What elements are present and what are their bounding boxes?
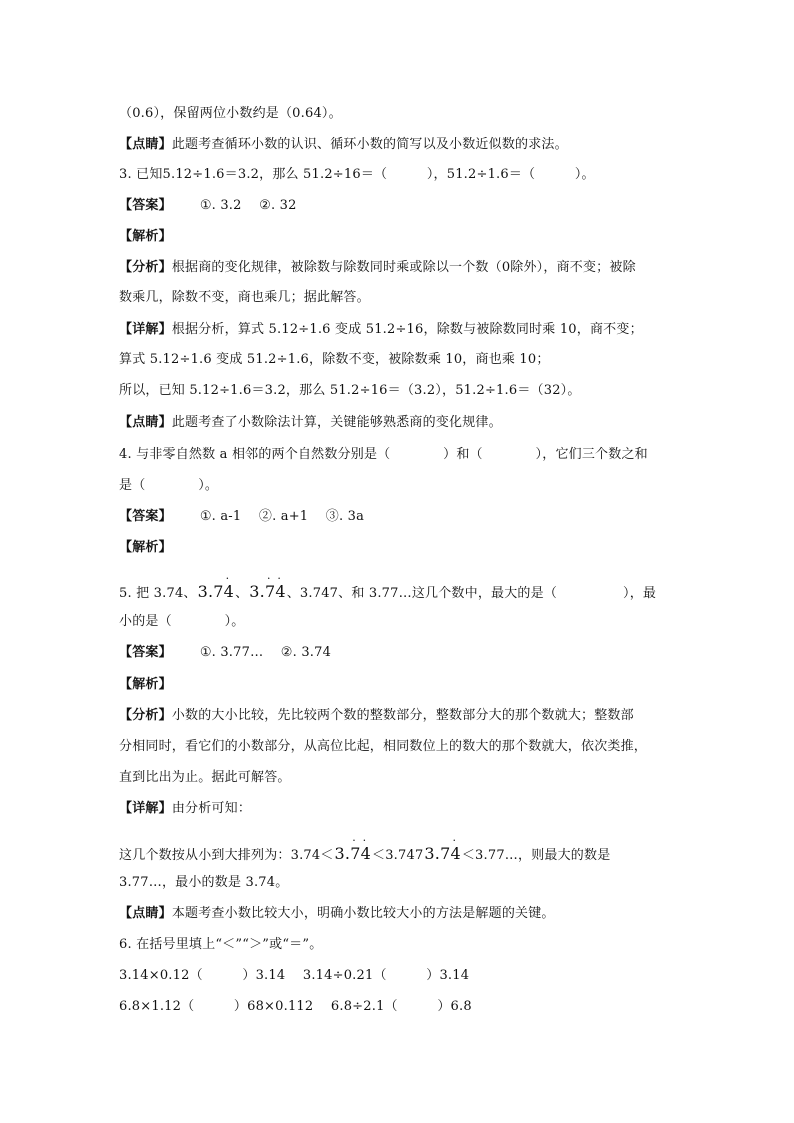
q5-order-line-2: 3.77…，最小的数是 3.74。 [119, 875, 289, 890]
xiangjie-label: 【详解】 [119, 322, 172, 337]
q5-jiexi: 【解析】 [119, 677, 172, 692]
q3-jiexi: 【解析】 [119, 229, 172, 244]
rep-int: 3. [334, 844, 351, 863]
line-rounding: （0.6），保留两位小数约是（0.64）。 [119, 106, 342, 121]
q3-fenxi-1 [119, 259, 636, 277]
rep-digit [264, 572, 276, 601]
fenxi-text: 根据商的变化规律，被除数与除数同时乘或除以一个数（0除外），商不变；被除 [171, 260, 636, 275]
rep-digit [360, 834, 371, 863]
repeat-dot: · [266, 572, 271, 585]
rep-digit [450, 834, 461, 863]
question-5-line-1 [119, 572, 657, 603]
fenxi-label: 【分析】 [119, 708, 172, 723]
q3-xiangjie-3: 所以，已知 5.12÷1.6＝3.2，那么 51.2÷16＝（3.2），51.2÷1.6＝（32）。 [119, 383, 581, 398]
dianjing-text: 此题考查循环小数的认识、循环小数的简写以及小数近似数的求法。 [171, 137, 568, 152]
q5-answer [119, 644, 331, 662]
q5-fenxi-1 [119, 707, 634, 725]
repeating-decimal-2-inline [334, 834, 371, 863]
rep-int: 3. [249, 582, 265, 601]
answer-text: ①. 3.2 ②. 32 [199, 198, 297, 213]
dianjing-text: 本题考查小数比较大小，明确小数比较大小的方法是解题的关键。 [171, 906, 555, 921]
question-5-line-2: 小的是（ ）。 [119, 614, 245, 629]
order-text-a: 这几个数按从小到大排列为：3.74＜ [119, 848, 334, 863]
order-text-b: ＜3.77…，则最大的数是 [461, 848, 611, 863]
rep-digit [275, 572, 286, 601]
line-dianjing-2 [119, 136, 568, 154]
question-6: 6. 在括号里填上“＜”“＞”或“＝”。 [119, 937, 323, 952]
question-4-line-1: 4. 与非零自然数 a 相邻的两个自然数分别是（ ）和（ ），它们三个数之和 [119, 447, 648, 462]
q5-fenxi-2: 分相同时，看它们的小数部分，从高位比起，相同数位上的数大的那个数就大，依次类推， [119, 739, 648, 754]
q4-answer [119, 508, 364, 526]
repeat-dot: · [452, 834, 457, 847]
rep-digit-text: 7 [264, 582, 276, 601]
q5-order-line [119, 834, 611, 865]
dianjing-label: 【点睛】 [119, 415, 172, 430]
q3-fenxi-2: 数乘几，除数不变，商也乘几；据此解答。 [119, 290, 370, 305]
answer-label: 【答案】 [119, 645, 172, 660]
repeat-dot: · [352, 834, 356, 847]
repeat-dot: · [225, 572, 230, 585]
repeating-decimal-2 [249, 572, 286, 601]
rep-digit-text: 4 [360, 844, 371, 863]
fenxi-text: 小数的大小比较，先比较两个数的整数部分，整数部分大的那个数就大；整数部 [171, 708, 634, 723]
xiangjie-text: 根据分析，算式 5.12÷1.6 变成 51.2÷16，除数与被除数同时乘 10，商不变； [171, 322, 643, 337]
answer-label: 【答案】 [119, 198, 172, 213]
dianjing-label: 【点睛】 [119, 906, 172, 921]
q6-row-2: 6.8×1.12（ ）68×0.112 6.8÷2.1（ ）6.8 [119, 999, 472, 1014]
answer-text: ①. 3.77… ②. 3.74 [199, 645, 332, 660]
xiangjie-text: 由分析可知： [171, 801, 252, 816]
q5-text-a: 5. 把 3.74、 [119, 586, 197, 601]
q5-dianjing [119, 905, 555, 923]
repeating-decimal-1-inline [424, 834, 461, 863]
question-4-line-2: 是（ ）。 [119, 478, 219, 493]
rep-digit-text: 4 [223, 582, 235, 601]
repeat-dot: · [362, 834, 367, 847]
rep-int: 3.7 [424, 844, 451, 863]
order-text-lt: ＜3.747 [372, 848, 424, 863]
q3-answer [119, 197, 297, 215]
answer-text: ①. a-1 ②. a+1 ③. 3a [199, 509, 365, 524]
q3-dianjing [119, 414, 502, 432]
fenxi-label: 【分析】 [119, 260, 172, 275]
rep-digit-text: 7 [350, 844, 361, 863]
q3-xiangjie-1 [119, 321, 643, 339]
repeat-dot: · [277, 572, 282, 585]
q5-fenxi-3: 直到比出为止。据此可解答。 [119, 770, 291, 785]
q5-text-b: 、3.747、和 3.77…这几个数中，最大的是（ ），最 [286, 586, 657, 601]
rep-digit [350, 834, 361, 863]
xiangjie-label: 【详解】 [119, 801, 172, 816]
q5-xiangjie-1 [119, 800, 251, 818]
rep-digit-text: 4 [275, 582, 286, 601]
q6-row-1: 3.14×0.12（ ）3.14 3.14÷0.21（ ）3.14 [119, 968, 470, 983]
q3-xiangjie-2: 算式 5.12÷1.6 变成 51.2÷1.6，除数不变，被除数乘 10，商也乘 10； [119, 352, 550, 367]
rep-digit-text: 4 [450, 844, 461, 863]
rep-digit [223, 572, 235, 601]
q4-jiexi: 【解析】 [119, 540, 172, 555]
dianjing-label: 【点睛】 [119, 137, 172, 152]
rep-int: 3.7 [197, 582, 224, 601]
q5-sep: 、 [235, 586, 249, 601]
dianjing-text: 此题考查了小数除法计算，关键能够熟悉商的变化规律。 [171, 415, 502, 430]
repeating-decimal-1 [197, 572, 235, 601]
question-3: 3. 已知5.12÷1.6＝3.2，那么 51.2÷16＝（ ），51.2÷1.6＝（ ）。 [119, 167, 595, 182]
answer-label: 【答案】 [119, 509, 172, 524]
